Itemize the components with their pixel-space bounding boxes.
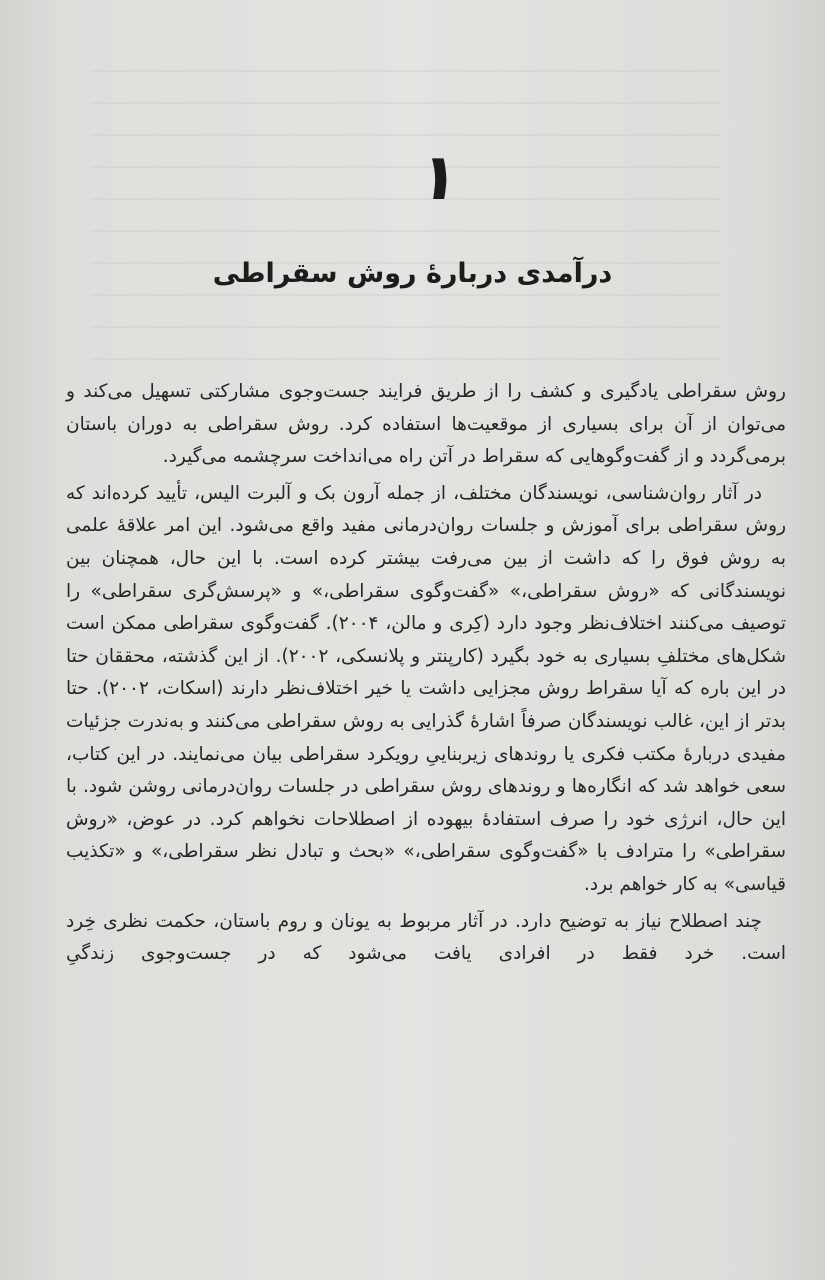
paragraph-1: روش سقراطی یادگیری و کشف را از طریق فرایند جست‌وجوی مشارکتی تسهیل می‌کند و می‌توان از آن برای بسیاری از موقعیت‌ها استفاده کرد. روش سقراطی به دوران باستان برمی‌گردد و از گفت‌وگوهایی که سقراط در آتن راه می‌انداخت سرچشمه می‌گیرد. [66, 381, 786, 468]
chapter-number: ۱ [414, 141, 465, 215]
paragraph-2: در آثار روان‌شناسی، نویسندگان مختلف، از جمله آرون بک و آلبرت الیس، تأیید کرده‌اند که روش سقراطی برای آموزش و جلسات روان‌درمانی مفید واقع می‌شود. این امر علاقهٔ علمی به روش فوق را که داشت از بین می‌رفت بیشتر کرده است. با این حال، همچنان بین نویسندگانی که «روش سقراطی،» «گفت‌وگوی سقراطی،» و «پرسش‌گری سقراطی» را توصیف می‌کنند اختلاف‌نظر وجود دارد (کِری و مالن، ۲۰۰۴). گفت‌وگوی سقراطی ممکن است شکل‌های مختلفِ بسیاری به خود بگیرد (کارپنتر و پلانسکی، ۲۰۰۲). از این گذشته، محققان حتا در این باره که آیا سقراط روش مجزایی داشت یا خیر اختلاف‌نظر دارند (اسکات، ۲۰۰۲). حتا بدتر از این، غالب نویسندگان صرفاً اشارهٔ گذرایی به روش سقراطی می‌کنند و به‌ندرت جزئیات مفیدی دربارهٔ مکتب فکری یا روندهای زیربناییِ رویکرد سقراطی بیان می‌نمایند. در این کتاب، سعی خواهد شد که انگاره‌ها و روندهای روش سقراطی در جلسات روان‌درمانی روشن شود. با این حال، انرژی خود را صرف استفادهٔ بیهوده از اصطلاحات نخواهم کرد. در عوض، «روش سقراطی» را مترادف با «گفت‌وگوی سقراطی،» «بحث و تبادل نظر سقراطی،» و «تکذیب قیاسی» به کار خواهم برد. [66, 482, 787, 895]
reverse-page-bleed [90, 70, 720, 370]
body-text [66, 376, 786, 975]
chapter-title: درآمدی دربارهٔ روش سقراطی [212, 258, 613, 289]
paragraph-3: چند اصطلاح نیاز به توضیح دارد. در آثار مربوط به یونان و روم باستان، حکمت نظری خِرد است. خرد فقط در افرادی یافت می‌شود که در جست‌وجوی زندگیِ [66, 910, 786, 965]
